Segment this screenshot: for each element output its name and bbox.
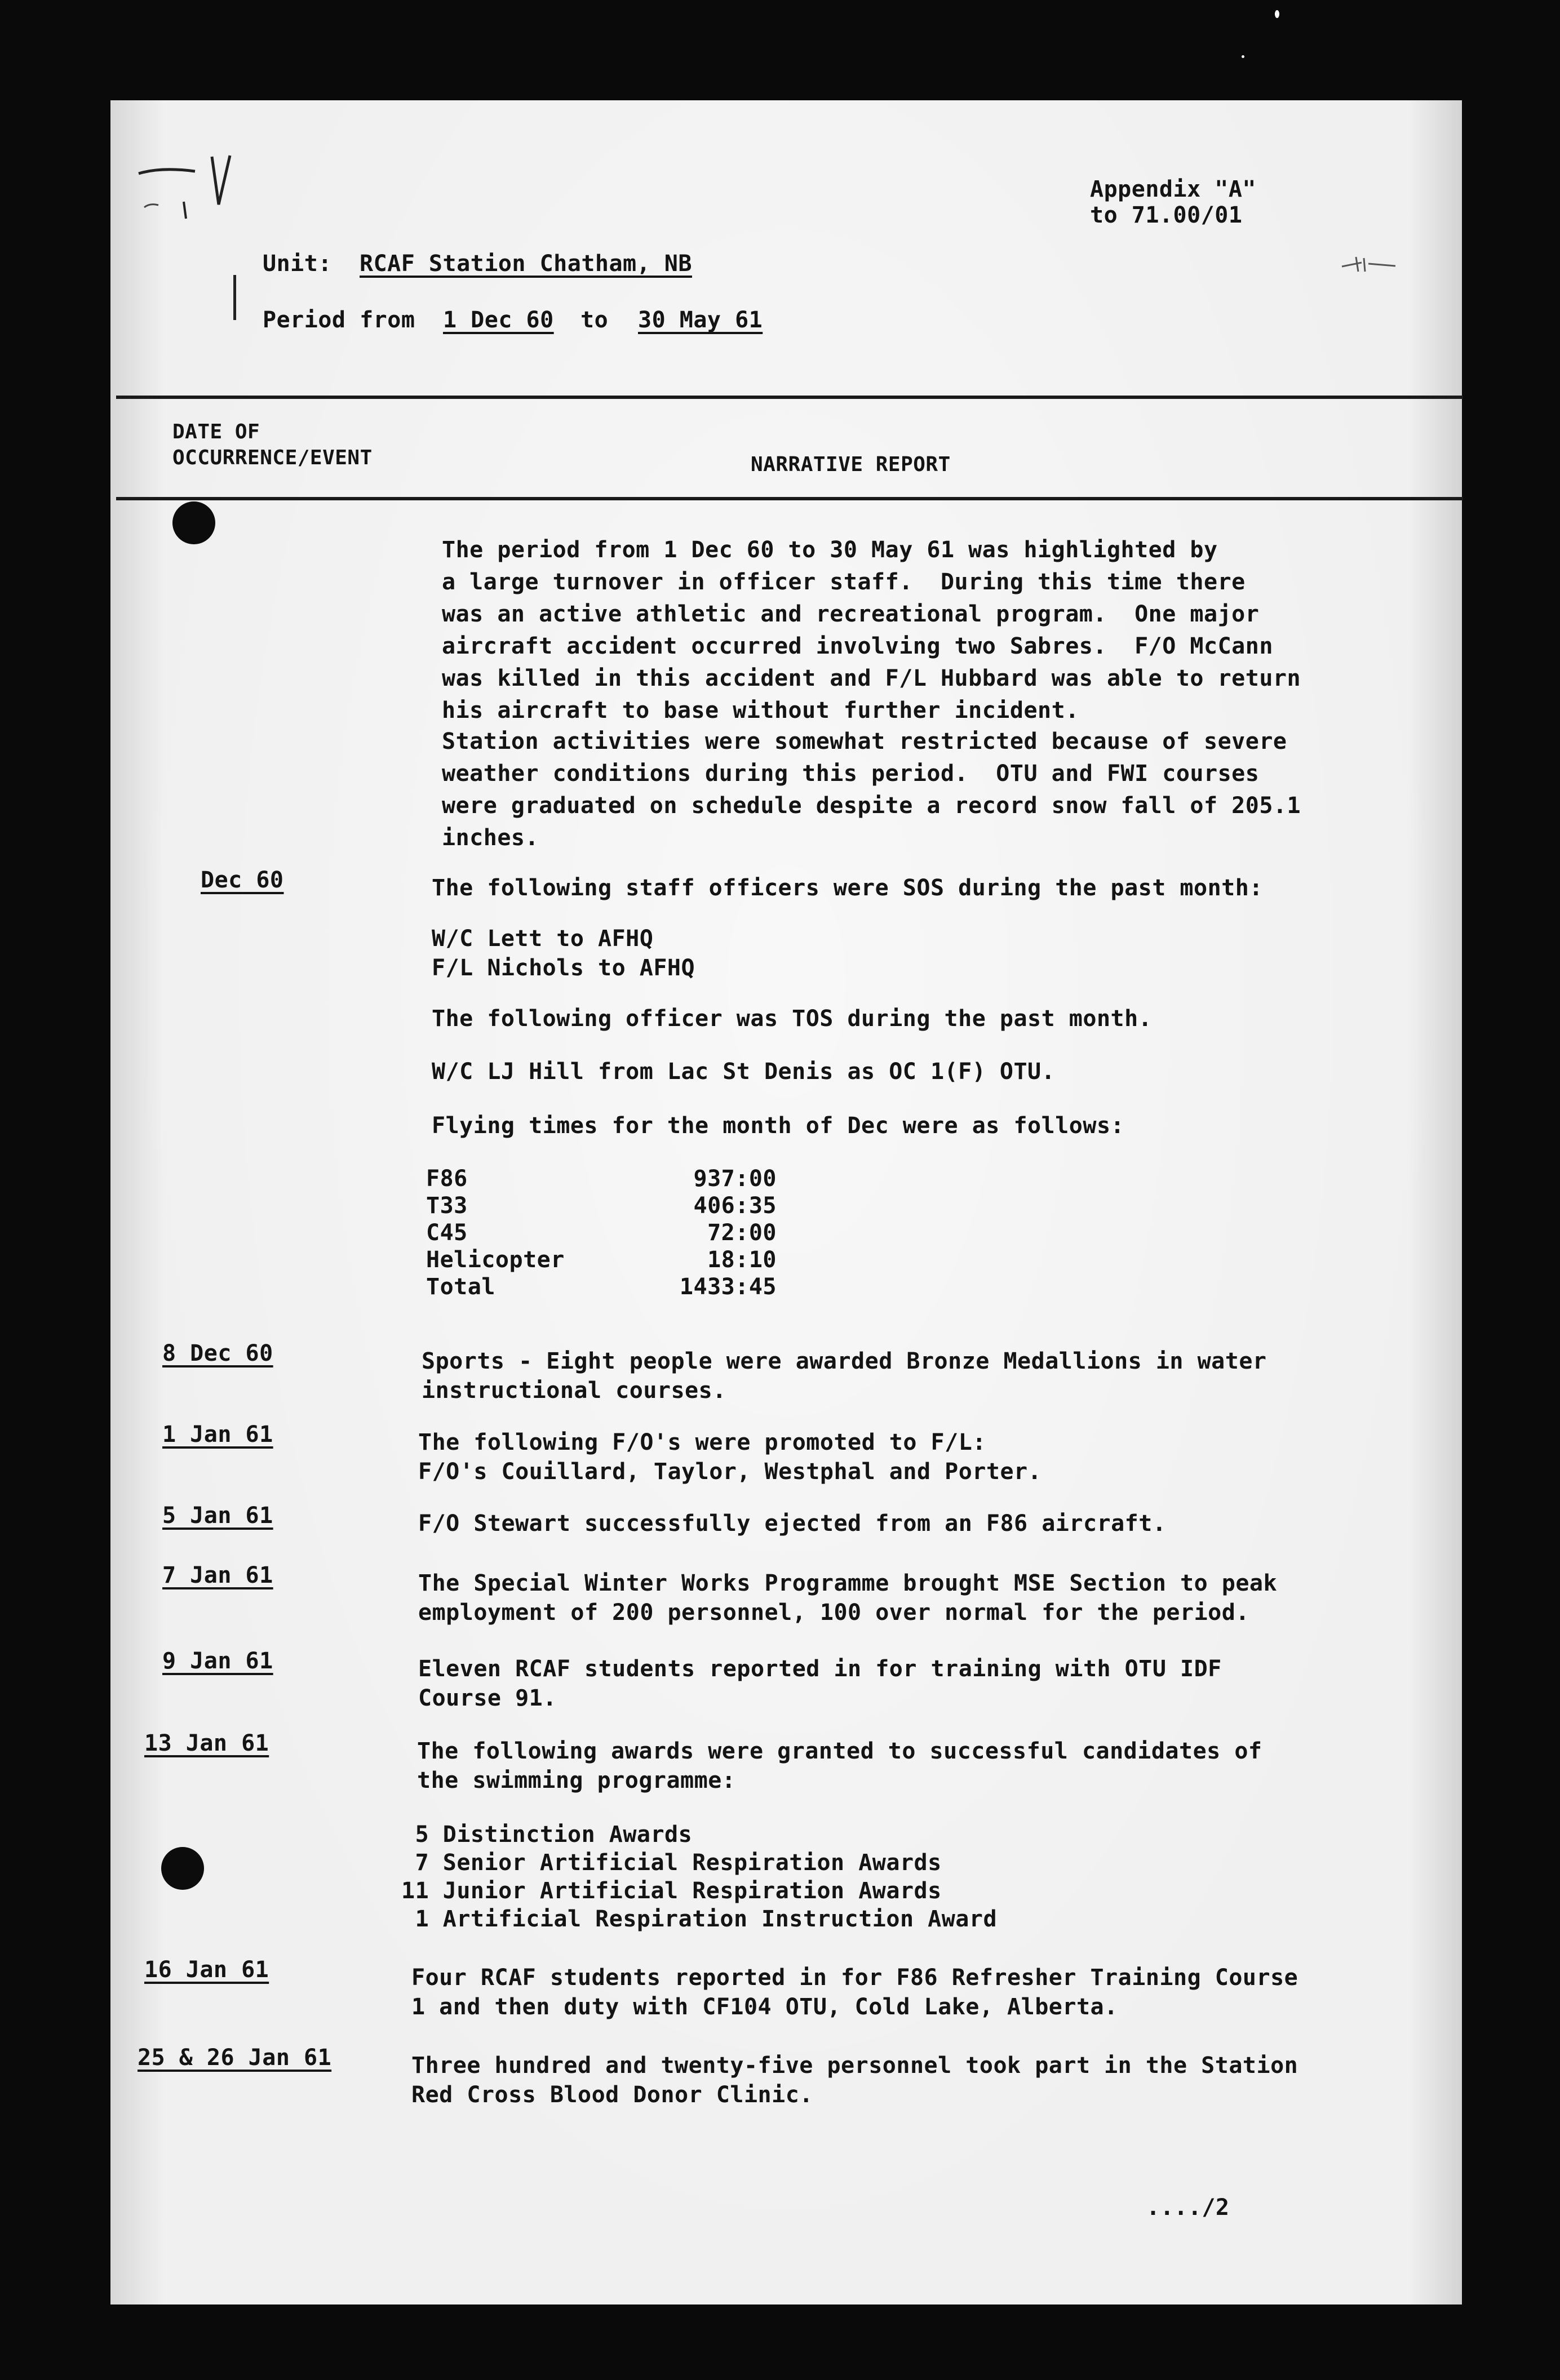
punch-hole-bottom bbox=[161, 1847, 204, 1890]
date-column-header-2: OCCURRENCE/EVENT bbox=[172, 446, 373, 469]
award-item: 7 Senior Artificial Respiration Awards bbox=[401, 1850, 942, 1876]
header-rule-bottom bbox=[116, 497, 1463, 500]
flying-type: C45 bbox=[426, 1220, 468, 1246]
entry-text: Sports - Eight people were awarded Bronze Medallions in water bbox=[422, 1348, 1267, 1374]
sos-officer-2: F/L Nichols to AFHQ bbox=[432, 955, 695, 981]
award-item: 1 Artificial Respiration Instruction Award bbox=[401, 1906, 998, 1932]
entry-text: The following F/O's were promoted to F/L: bbox=[418, 1429, 986, 1455]
entry-date-1jan61: 1 Jan 61 bbox=[162, 1422, 273, 1447]
punch-hole-top bbox=[172, 501, 215, 544]
flying-type: F86 bbox=[426, 1166, 468, 1192]
entry-text: the swimming programme: bbox=[417, 1768, 736, 1793]
entry-date-16jan61: 16 Jan 61 bbox=[144, 1957, 269, 1983]
entry-text: instructional courses. bbox=[422, 1378, 726, 1404]
period-label: Period from bbox=[263, 307, 415, 333]
award-item: 11 Junior Artificial Respiration Awards bbox=[401, 1878, 942, 1904]
entry-date-9jan61: 9 Jan 61 bbox=[162, 1648, 273, 1674]
entry-text: The following awards were granted to successful candidates of bbox=[417, 1738, 1262, 1764]
entry-text: F/O's Couillard, Taylor, Westphal and Porter. bbox=[418, 1459, 1042, 1485]
flying-time: 72:00 bbox=[707, 1220, 777, 1246]
date-column-header: DATE OF bbox=[172, 420, 260, 443]
tos-intro: The following officer was TOS during the past month. bbox=[432, 1006, 1153, 1032]
entry-text: Eleven RCAF students reported in for training with OTU IDF bbox=[418, 1656, 1222, 1682]
entry-text: F/O Stewart successfully ejected from an F86 aircraft. bbox=[418, 1511, 1167, 1537]
film-speck bbox=[1275, 10, 1279, 18]
entry-date-5jan61: 5 Jan 61 bbox=[162, 1503, 273, 1529]
intro-paragraph-2: Station activities were somewhat restricted because of severe weather conditions during this period. OTU and FWI courses were graduated on schedule despite a record snow fall of 205.1 inches. bbox=[442, 729, 1301, 851]
flying-type: Helicopter bbox=[426, 1247, 565, 1273]
entry-text: Four RCAF students reported in for F86 Refresher Training Course bbox=[411, 1965, 1298, 1991]
entry-text: Course 91. bbox=[418, 1685, 557, 1711]
flying-time: 406:35 bbox=[693, 1193, 777, 1219]
document-page bbox=[110, 100, 1462, 2304]
entry-text: The Special Winter Works Programme brought MSE Section to peak bbox=[418, 1570, 1278, 1596]
continuation-marker: ..../2 bbox=[1146, 2195, 1230, 2221]
entry-date-7jan61: 7 Jan 61 bbox=[162, 1562, 273, 1588]
header-rule-top bbox=[116, 396, 1463, 399]
entry-text: Three hundred and twenty-five personnel took part in the Station bbox=[411, 2053, 1298, 2079]
film-speck bbox=[1242, 55, 1244, 58]
period-start: 1 Dec 60 bbox=[443, 307, 554, 333]
flying-time: 18:10 bbox=[707, 1247, 777, 1273]
period-end: 30 May 61 bbox=[638, 307, 763, 333]
flying-type: Total bbox=[426, 1274, 495, 1300]
award-item: 5 Distinction Awards bbox=[401, 1822, 693, 1848]
entry-date-25-26jan61: 25 & 26 Jan 61 bbox=[138, 2045, 332, 2071]
entry-date-8dec60: 8 Dec 60 bbox=[162, 1340, 273, 1366]
entry-text: employment of 200 personnel, 100 over normal for the period. bbox=[418, 1600, 1249, 1626]
handwritten-bracket bbox=[233, 275, 236, 320]
appendix-reference: to 71.00/01 bbox=[1090, 202, 1243, 228]
handwritten-scribble bbox=[1339, 252, 1401, 275]
entry-text: 1 and then duty with CF104 OTU, Cold Lake, Alberta. bbox=[411, 1994, 1118, 2020]
handwritten-check-mark bbox=[127, 151, 246, 241]
flying-time: 937:00 bbox=[693, 1166, 777, 1192]
flying-type: T33 bbox=[426, 1193, 468, 1219]
narrative-column-header: NARRATIVE REPORT bbox=[751, 453, 951, 476]
tos-officer-1: W/C LJ Hill from Lac St Denis as OC 1(F) OTU. bbox=[432, 1059, 1056, 1085]
unit-label: Unit: bbox=[263, 251, 332, 277]
flying-time: 1433:45 bbox=[679, 1274, 777, 1300]
sos-intro: The following staff officers were SOS during the past month: bbox=[432, 875, 1263, 901]
sos-officer-1: W/C Lett to AFHQ bbox=[432, 926, 654, 952]
flying-intro: Flying times for the month of Dec were as follows: bbox=[432, 1113, 1125, 1139]
unit-value: RCAF Station Chatham, NB bbox=[360, 251, 692, 277]
entry-date-dec60: Dec 60 bbox=[201, 867, 284, 893]
appendix-label: Appendix "A" bbox=[1090, 176, 1256, 202]
intro-paragraph-1: The period from 1 Dec 60 to 30 May 61 was highlighted by a large turnover in officer staff. During this time there was an active athletic and recreational program. One major aircraft accident occurred involving two Sabres. F/O McCann was killed in this accident and F/L Hubbard was able to return his aircraft to base without further incident. bbox=[442, 537, 1301, 723]
entry-date-13jan61: 13 Jan 61 bbox=[144, 1730, 269, 1756]
entry-text: Red Cross Blood Donor Clinic. bbox=[411, 2082, 813, 2108]
period-to: to bbox=[580, 307, 609, 333]
